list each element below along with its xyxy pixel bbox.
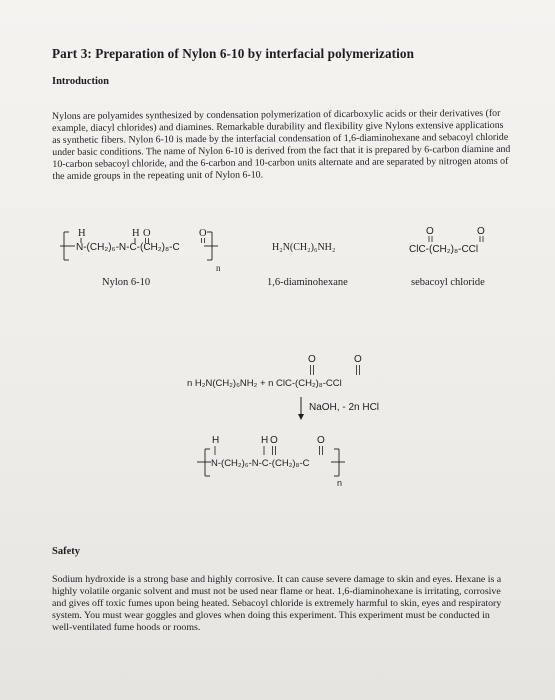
nylon-h2: H <box>132 228 140 239</box>
safety-paragraph: Sodium hydroxide is a strong base and highly corrosive. It can cause severe damage to skin and eyes. Hexane is a highly volatile organic solvent and must not be used near flame or heat. 1,6-diaminohexane is irritating, corrosive and gives off toxic fumes upon being heated. Sebacoyl chloride is extremely harmful to skin, eyes and respiratory system. You must wear goggles and gloves when doing this experiment. This experiment must be conducted in well-ventilated fume hoods or rooms. <box>52 574 502 633</box>
nylon-label: Nylon 6-10 <box>102 277 151 288</box>
sebacoyl-o2: O <box>477 226 485 237</box>
diamine-label: 1,6-diaminohexane <box>267 277 348 288</box>
nylon-n-subscript: n <box>216 263 221 273</box>
product-o1: O <box>270 435 278 446</box>
reaction-scheme <box>187 354 379 488</box>
product-n-subscript: n <box>337 478 343 488</box>
product-chain: N-(CH₂)₆-N-C-(CH₂)₈-C <box>211 458 310 469</box>
nylon-o1: O <box>143 228 151 239</box>
sebacoyl-label: sebacoyl chloride <box>411 277 485 288</box>
safety-heading: Safety <box>52 546 80 557</box>
diamine-structure <box>272 242 335 253</box>
reaction-conditions: NaOH, - 2n HCl <box>309 402 380 413</box>
page-title: Part 3: Preparation of Nylon 6-10 by interfacial polymerization <box>52 46 415 61</box>
reaction-o1: O <box>308 354 316 365</box>
reaction-arrowhead <box>298 414 304 420</box>
nylon-o2: O <box>199 228 207 239</box>
intro-paragraph: Nylons are polyamides synthesized by condensation polymerization of dicarboxylic acids or their derivatives (for example, diacyl chlorides) and diamines. Remarkable durability and flexibility give Nylons extensive applications as synthetic fibers. Nylon 6-10 is made by the interfacial condensation of 1,6-diaminohexane and sebacoyl chloride under basic conditions. The name of Nylon 6-10 is derived from the fact that it is prepared by 6-carbon diamine and 10-carbon sebacoyl chloride, and the 6-carbon and 10-carbon units alternate and are separated by nitrogen atoms of the amide groups in the repeating unit of Nylon 6-10. <box>52 107 511 182</box>
intro-heading: Introduction <box>52 76 109 87</box>
nylon-chain: N-(CH₂)₆-N-C-(CH₂)₈-C <box>76 242 180 253</box>
reaction-o2: O <box>354 354 362 365</box>
sebacoyl-o1: O <box>426 226 434 237</box>
reaction-equation: n H₂N(CH₂)₆NH₂ + n ClC-(CH₂)₈-CCl <box>187 378 342 389</box>
nylon-structure <box>60 228 221 273</box>
product-o2: O <box>317 435 325 446</box>
sebacoyl-structure <box>409 226 485 255</box>
product-h1: H <box>212 435 220 446</box>
nylon-h1: H <box>78 228 86 239</box>
sebacoyl-formula: ClC-(CH₂)₈-CCl <box>409 244 479 255</box>
diamine-formula: H₂N(CH₂)₆NH₂ <box>272 242 336 253</box>
product-h2: H <box>261 435 269 446</box>
